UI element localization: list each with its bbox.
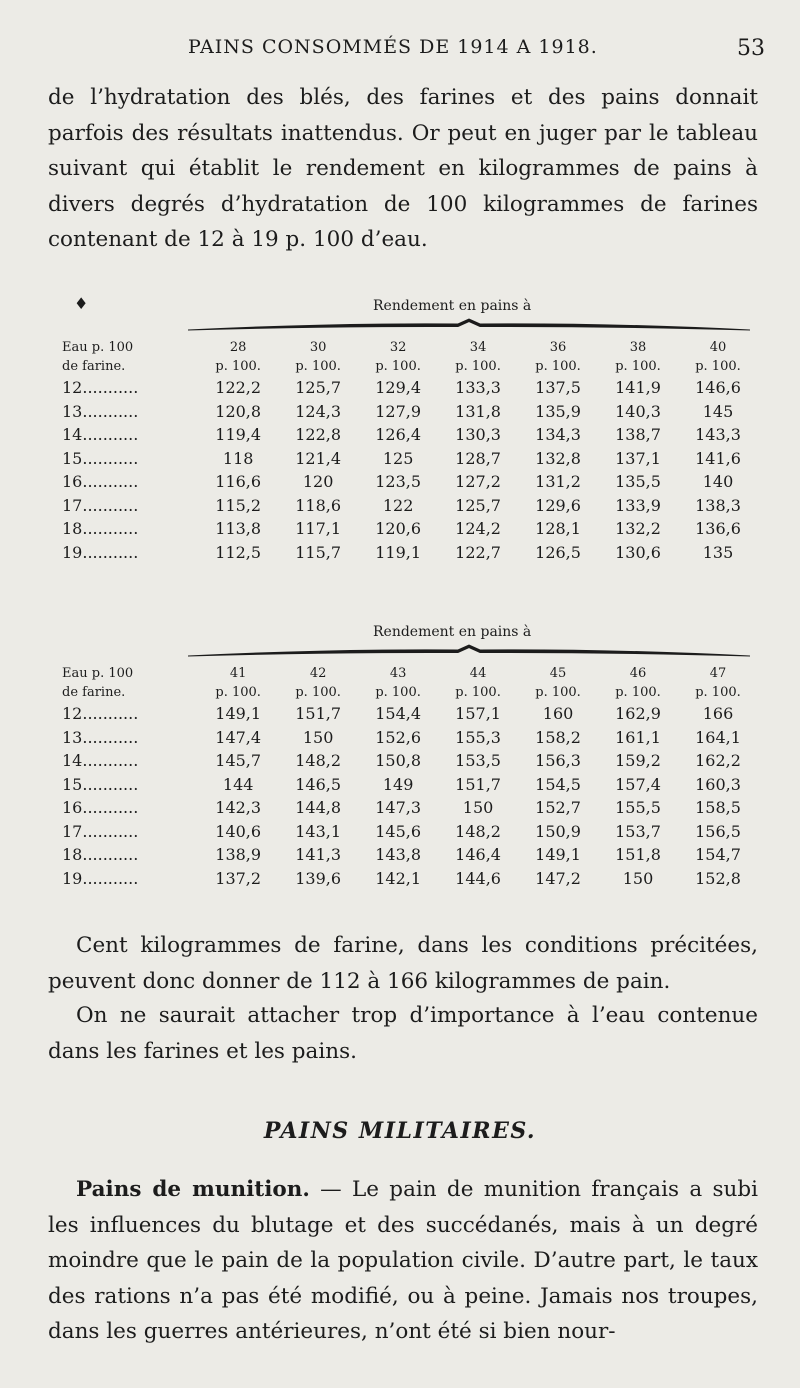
table-cell: 138,3	[695, 495, 741, 515]
table-cell: 150,8	[375, 751, 422, 771]
table-cell: 166	[702, 704, 734, 724]
table-cell: 122,2	[215, 378, 262, 398]
table-cell: 128,7	[455, 448, 501, 468]
table-cell: 122	[382, 495, 414, 515]
column-header: 45	[549, 666, 567, 681]
row-label: 12...........	[62, 704, 139, 724]
yield-table	[48, 664, 758, 890]
table-cell: 129,4	[375, 378, 422, 398]
section-title: PAINS MILITAIRES.	[263, 1118, 537, 1144]
conclusion-paragraph: On ne saurait attacher trop d’importance à l’eau contenue dans les farines et les pains.	[48, 1003, 758, 1064]
row-label: 17...........	[62, 821, 139, 841]
table-cell: 159,2	[615, 751, 661, 771]
table-cell: 154,7	[695, 845, 741, 865]
table-cell: 146,4	[455, 845, 501, 865]
table-cell: 127,9	[375, 401, 422, 421]
column-header: 38	[629, 340, 647, 355]
column-unit: p. 100.	[455, 359, 501, 374]
table-cell: 151,7	[295, 704, 342, 724]
table-cell: 160	[542, 704, 574, 724]
table-cell: 136,6	[695, 519, 741, 539]
row-label: 14...........	[62, 425, 139, 445]
table-cell: 152,8	[695, 868, 741, 888]
table-cell: 138,9	[215, 845, 262, 865]
table-cell: 158,5	[695, 798, 741, 818]
table-cell: 124,3	[295, 401, 342, 421]
table-row	[48, 843, 758, 867]
table-cell: 140,3	[615, 401, 661, 421]
table-cell: 161,1	[615, 727, 661, 747]
ornament-mark: ♦	[74, 294, 89, 313]
table-cell: 140	[702, 472, 734, 492]
table-cell: 146,6	[695, 378, 741, 398]
row-label: 12...........	[62, 378, 139, 398]
table-row	[48, 773, 758, 797]
table-row	[48, 702, 758, 726]
table-cell: 133,9	[615, 495, 661, 515]
table-cell: 157,4	[615, 774, 661, 794]
table-cell: 149	[382, 774, 414, 794]
table-cell: 130,6	[615, 542, 661, 562]
column-unit: p. 100.	[535, 359, 581, 374]
table-cell: 154,5	[535, 774, 581, 794]
conclusion-paragraph: Cent kilogrammes de farine, dans les conditions précitées, peuvent donc donner de 112 à 166 kilogrammes de pain.	[48, 933, 758, 994]
table-cell: 132,2	[615, 519, 661, 539]
table-cell: 120	[302, 472, 334, 492]
column-unit: p. 100.	[695, 359, 741, 374]
row-label: 16...........	[62, 798, 139, 818]
table-cell: 140,6	[215, 821, 262, 841]
intro-paragraph: de l’hydratation des blés, des farines et des pains donnait parfois des résultats inattendus. Or peut en juger par le tableau suivant qui établit le rendement en kilogrammes de pains à divers degrés d’hydratation de 100 kilogrammes de farines contenant de 12 à 19 p. 100 d’eau.	[48, 85, 758, 252]
table-cell: 134,3	[535, 425, 581, 445]
table-cell: 131,8	[455, 401, 501, 421]
section-body-text: — Le pain de munition français a subi les influences du blutage et des succédanés, mais à un degré moindre que le pain de la population civile. D’autre part, le taux des rations n’a pas été modifié, ou à peine. Jamais nos troupes, dans les guerres antérieures, n’ont été si bien nour-	[48, 1177, 758, 1344]
table-cell: 150,9	[535, 821, 581, 841]
table-cell: 156,3	[535, 751, 581, 771]
row-label: 16...........	[62, 472, 139, 492]
table-cell: 119,1	[375, 542, 422, 562]
stub-header: Eau p. 100	[62, 340, 134, 355]
table-cell: 148,2	[455, 821, 501, 841]
row-label: 17...........	[62, 495, 139, 515]
table-cell: 150	[622, 868, 654, 888]
table-cell: 164,1	[695, 727, 741, 747]
table-cell: 115,2	[215, 495, 262, 515]
table-cell: 123,5	[375, 472, 422, 492]
table-cell: 127,2	[455, 472, 501, 492]
table-cell: 143,1	[295, 821, 342, 841]
table-cell: 122,7	[455, 542, 501, 562]
table-cell: 119,4	[215, 425, 262, 445]
table-row	[48, 749, 758, 773]
section-lead: Pains de munition.	[76, 1177, 310, 1202]
table-row	[48, 796, 758, 820]
table-row	[48, 494, 758, 518]
column-unit: p. 100.	[215, 685, 261, 700]
row-label: 13...........	[62, 401, 139, 421]
table-cell: 144,6	[455, 868, 501, 888]
row-label: 15...........	[62, 774, 139, 794]
table-cell: 152,7	[535, 798, 581, 818]
column-header: 42	[309, 666, 327, 681]
column-header: 34	[469, 340, 487, 355]
table-cell: 138,7	[615, 425, 661, 445]
table-cell: 120,8	[215, 401, 262, 421]
row-label: 14...........	[62, 751, 139, 771]
table-cell: 120,6	[375, 519, 422, 539]
table-cell: 144,8	[295, 798, 342, 818]
row-label: 18...........	[62, 519, 139, 539]
table-row	[48, 423, 758, 447]
column-header: 40	[709, 340, 727, 355]
table-cell: 145,7	[215, 751, 262, 771]
table-cell: 144	[222, 774, 254, 794]
table-cell: 133,3	[455, 378, 501, 398]
table-cell: 117,1	[295, 519, 342, 539]
table-cell: 156,5	[695, 821, 741, 841]
table-cell: 151,7	[455, 774, 501, 794]
table-row	[48, 376, 758, 400]
column-unit: p. 100.	[215, 359, 261, 374]
table-cell: 142,1	[375, 868, 422, 888]
stub-header: de farine.	[62, 685, 126, 700]
column-brace-rule	[188, 318, 750, 334]
row-label: 13...........	[62, 727, 139, 747]
header-row	[48, 683, 758, 702]
column-header: 43	[389, 666, 407, 681]
table-cell: 158,2	[535, 727, 581, 747]
column-header: 36	[549, 340, 567, 355]
table-cell: 128,1	[535, 519, 581, 539]
table-cell: 137,5	[535, 378, 581, 398]
table-row	[48, 867, 758, 891]
table-caption: Rendement en pains à	[373, 624, 532, 640]
table-cell: 115,7	[295, 542, 342, 562]
table-cell: 137,2	[215, 868, 262, 888]
table-row	[48, 400, 758, 424]
table-cell: 160,3	[695, 774, 741, 794]
table-cell: 153,5	[455, 751, 501, 771]
table-cell: 125,7	[455, 495, 501, 515]
table-cell: 154,4	[375, 704, 422, 724]
column-unit: p. 100.	[695, 685, 741, 700]
yield-table	[48, 338, 758, 564]
table-row	[48, 447, 758, 471]
header-row	[48, 357, 758, 376]
table-cell: 150	[462, 798, 494, 818]
table-cell: 142,3	[215, 798, 262, 818]
row-label: 19...........	[62, 868, 139, 888]
column-header: 44	[469, 666, 487, 681]
column-unit: p. 100.	[455, 685, 501, 700]
table-cell: 162,2	[695, 751, 741, 771]
table-row	[48, 470, 758, 494]
table-cell: 121,4	[295, 448, 342, 468]
column-header: 30	[309, 340, 327, 355]
column-unit: p. 100.	[375, 685, 421, 700]
page-number: 53	[737, 36, 765, 61]
table-caption: Rendement en pains à	[373, 298, 532, 314]
table-cell: 141,3	[295, 845, 342, 865]
table-cell: 118,6	[295, 495, 342, 515]
table-cell: 139,6	[295, 868, 342, 888]
table-cell: 155,3	[455, 727, 501, 747]
table-cell: 147,3	[375, 798, 422, 818]
table-cell: 131,2	[535, 472, 581, 492]
table-cell: 135,5	[615, 472, 661, 492]
table-cell: 147,4	[215, 727, 262, 747]
table-cell: 141,9	[615, 378, 661, 398]
table-cell: 116,6	[215, 472, 262, 492]
table-cell: 151,8	[615, 845, 661, 865]
row-label: 18...........	[62, 845, 139, 865]
table-row	[48, 517, 758, 541]
stub-header: Eau p. 100	[62, 666, 134, 681]
column-unit: p. 100.	[535, 685, 581, 700]
table-cell: 145,6	[375, 821, 422, 841]
table-cell: 153,7	[615, 821, 661, 841]
table-cell: 112,5	[215, 542, 262, 562]
table-cell: 126,5	[535, 542, 581, 562]
row-label: 15...........	[62, 448, 139, 468]
column-header: 41	[229, 666, 247, 681]
table-cell: 147,2	[535, 868, 581, 888]
column-header: 46	[629, 666, 647, 681]
header-row	[48, 338, 758, 357]
section-body-paragraph	[48, 1172, 758, 1350]
table-cell: 135,9	[535, 401, 581, 421]
table-cell: 113,8	[215, 519, 262, 539]
table-cell: 155,5	[615, 798, 661, 818]
column-unit: p. 100.	[295, 359, 341, 374]
table-cell: 145	[702, 401, 734, 421]
table-cell: 122,8	[295, 425, 342, 445]
table-cell: 143,3	[695, 425, 741, 445]
table-cell: 146,5	[295, 774, 342, 794]
table-cell: 126,4	[375, 425, 422, 445]
table-cell: 143,8	[375, 845, 422, 865]
table-cell: 149,1	[535, 845, 581, 865]
column-header: 47	[709, 666, 727, 681]
table-cell: 137,1	[615, 448, 661, 468]
table-row	[48, 820, 758, 844]
table-cell: 157,1	[455, 704, 501, 724]
column-unit: p. 100.	[615, 685, 661, 700]
table-cell: 129,6	[535, 495, 581, 515]
column-brace-rule	[188, 644, 750, 660]
table-cell: 118	[222, 448, 254, 468]
column-unit: p. 100.	[375, 359, 421, 374]
column-unit: p. 100.	[615, 359, 661, 374]
column-unit: p. 100.	[295, 685, 341, 700]
row-label: 19...........	[62, 542, 139, 562]
table-row	[48, 726, 758, 750]
table-cell: 125,7	[295, 378, 342, 398]
table-cell: 150	[302, 727, 334, 747]
running-head	[40, 36, 765, 70]
table-row	[48, 541, 758, 565]
stub-header: de farine.	[62, 359, 126, 374]
table-cell: 135	[702, 542, 734, 562]
table-cell: 152,6	[375, 727, 422, 747]
table-cell: 162,9	[615, 704, 661, 724]
table-cell: 148,2	[295, 751, 342, 771]
column-header: 28	[229, 340, 247, 355]
table-cell: 141,6	[695, 448, 741, 468]
table-cell: 132,8	[535, 448, 581, 468]
column-header: 32	[389, 340, 407, 355]
table-cell: 125	[382, 448, 414, 468]
header-row	[48, 664, 758, 683]
table-cell: 130,3	[455, 425, 501, 445]
table-cell: 149,1	[215, 704, 262, 724]
table-cell: 124,2	[455, 519, 501, 539]
running-title: PAINS CONSOMMÉS DE 1914 A 1918.	[188, 36, 598, 58]
